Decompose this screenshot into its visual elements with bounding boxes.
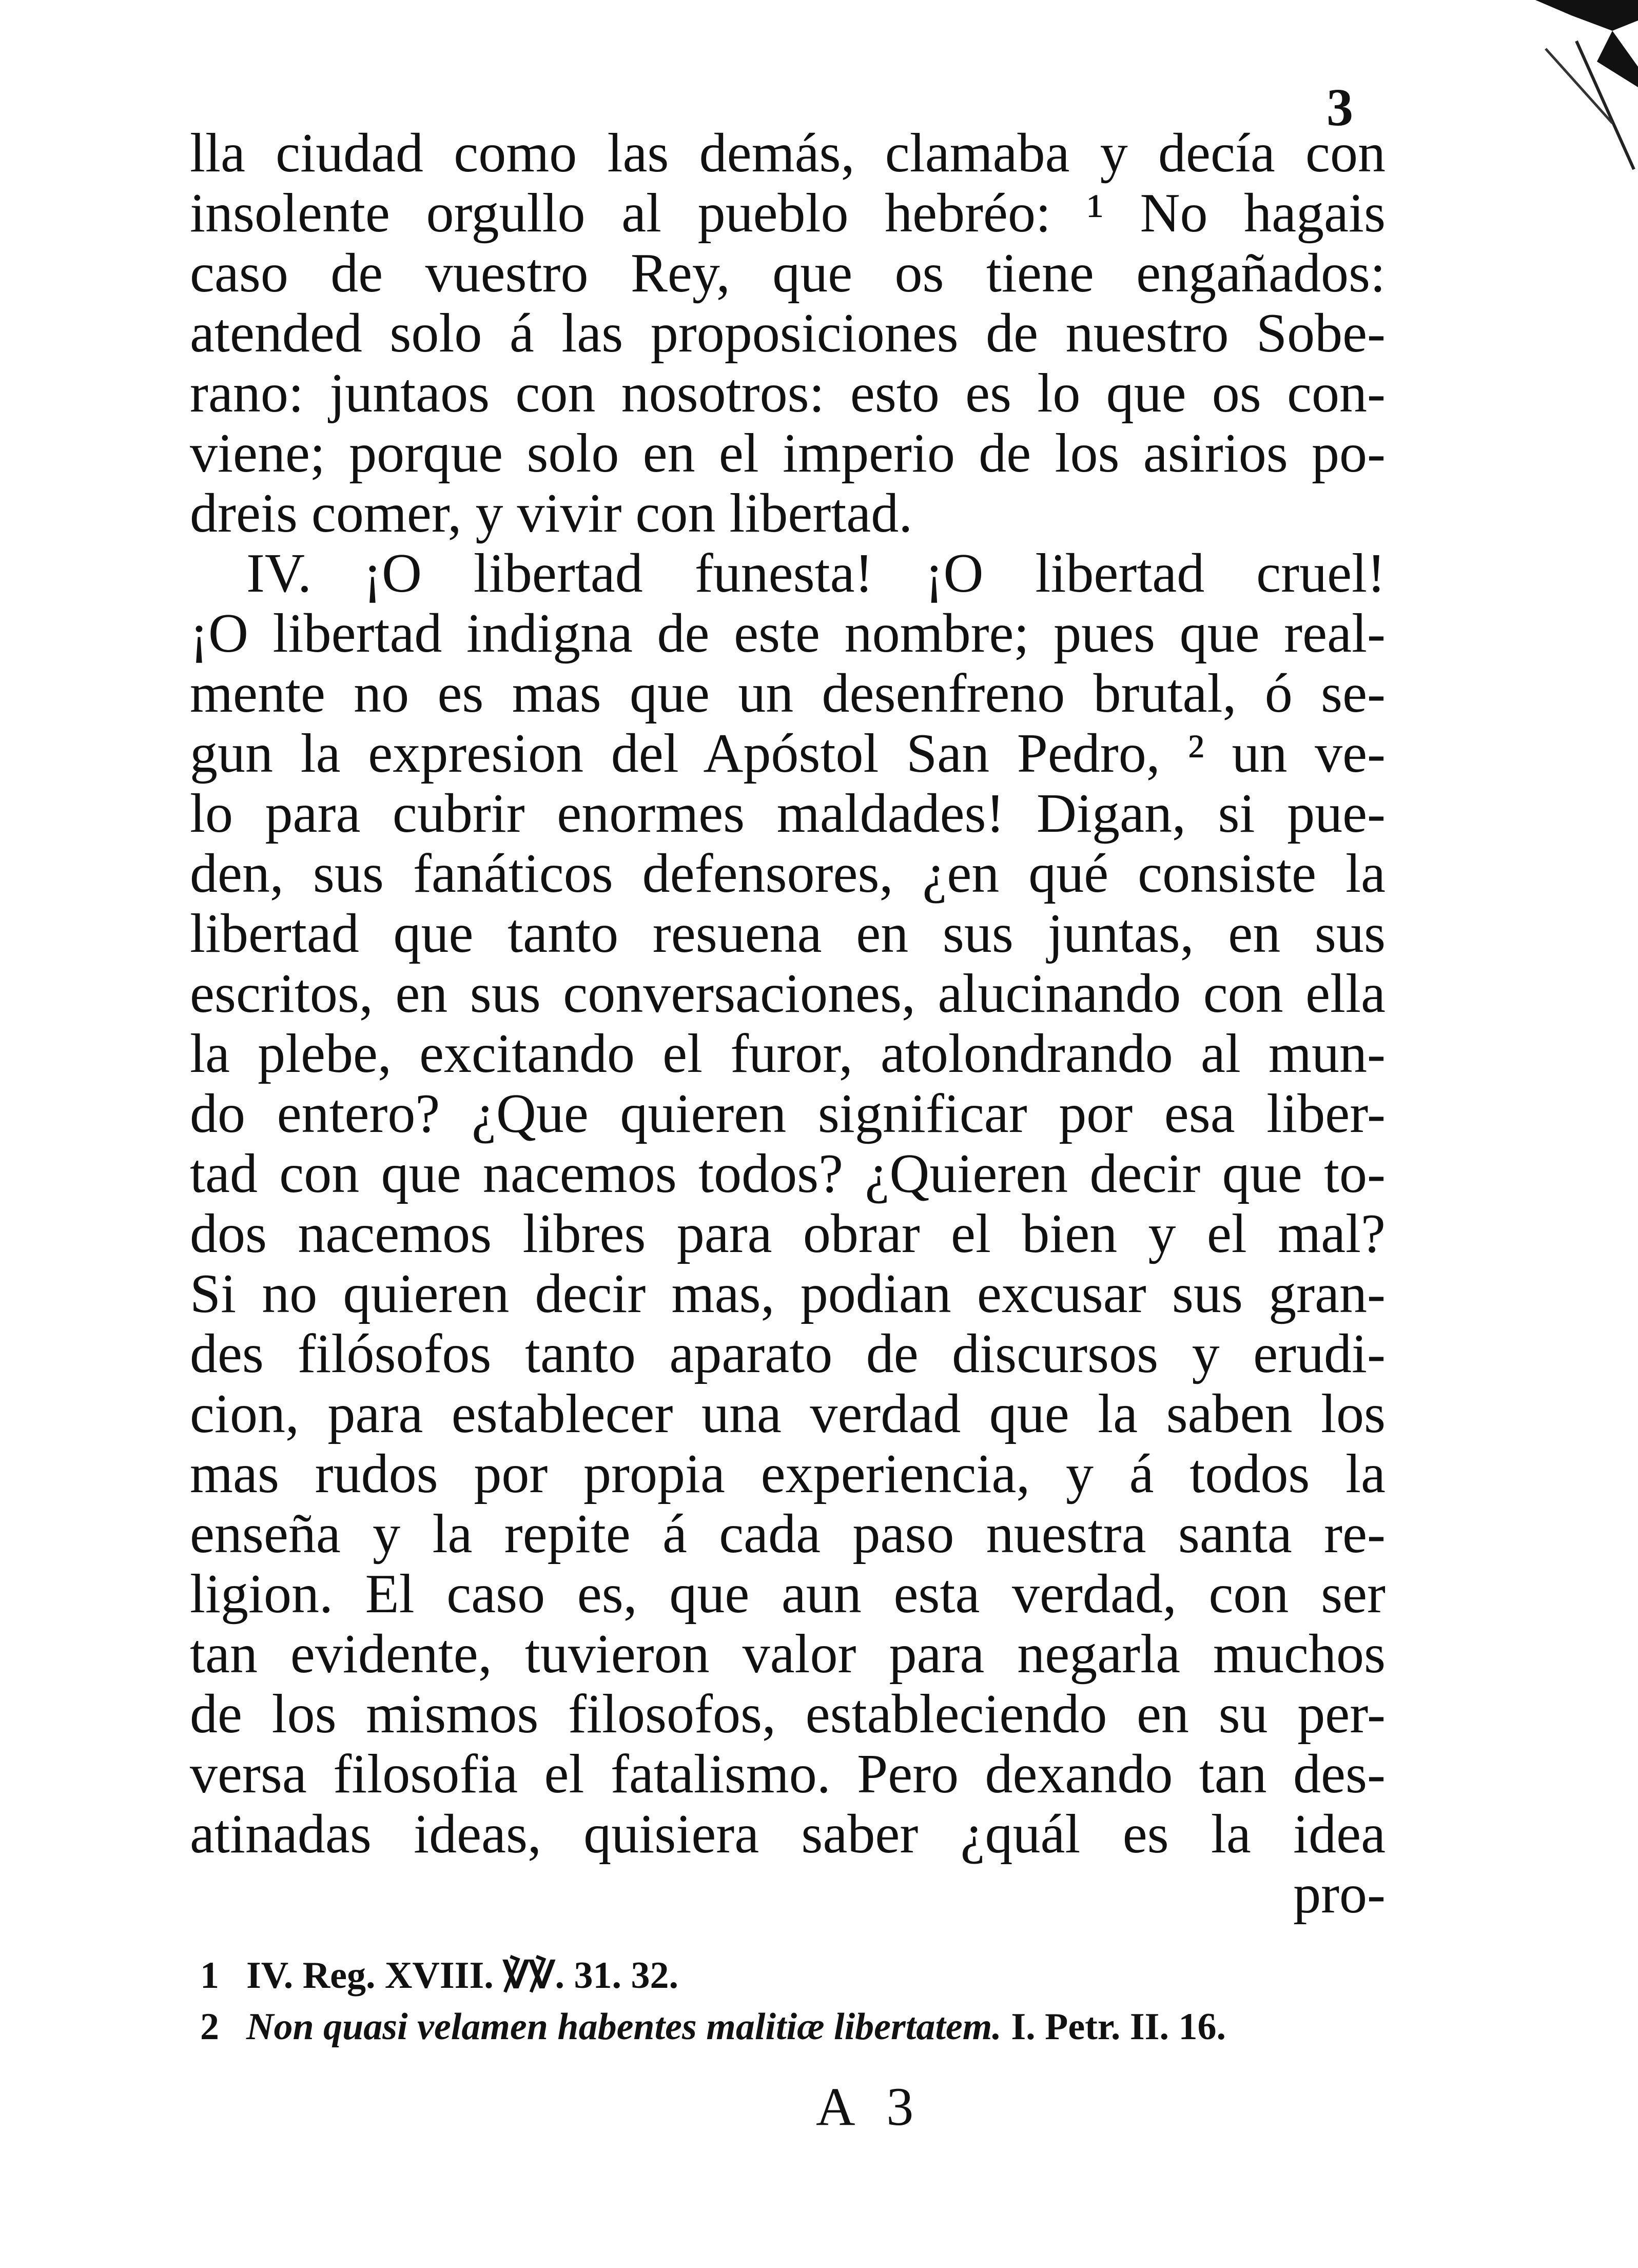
page-number: 3 — [1327, 78, 1353, 137]
text-line: de los mismos filosofos, estableciendo en su per- — [190, 1684, 1386, 1745]
signature-mark: A 3 — [816, 2077, 924, 2137]
footnote-1 — [200, 1950, 1380, 2001]
footnote-2 — [200, 2001, 1380, 2052]
text-line: lo para cubrir enormes maldades! Digan, si pue- — [190, 783, 1386, 844]
text-line: Si no quieren decir mas, podian excusar sus gran- — [190, 1263, 1386, 1324]
text-line: tad con que nacemos todos? ¿Quieren decir que to- — [190, 1143, 1386, 1204]
text-line: caso de vuestro Rey, que os tiene engañados: — [190, 243, 1386, 304]
text-line: enseña y la repite á cada paso nuestra santa re- — [190, 1503, 1386, 1565]
footnote-latin-quote: Non quasi velamen habentes malitiæ libertatem. — [246, 2006, 1002, 2048]
text-line: gun la expresion del Apóstol San Pedro, ² un ve- — [190, 723, 1386, 784]
text-line: insolente orgullo al pueblo hebréo: ¹ No hagais — [190, 183, 1386, 244]
text-line: atinadas ideas, quisiera saber ¿quál es la idea — [190, 1804, 1386, 1865]
text-line: ¡O libertad indigna de este nombre; pues que real- — [190, 603, 1386, 664]
text-line: rano: juntaos con nosotros: esto es lo que os con- — [190, 363, 1386, 424]
text-line: mas rudos por propia experiencia, y á todos la — [190, 1443, 1386, 1504]
footnote-number: 1 — [200, 1954, 219, 1997]
footnote-text: IV. Reg. XVIII. ℣℣. 31. 32. — [246, 1954, 679, 1997]
text-line: tan evidente, tuvieron valor para negarla muchos — [190, 1624, 1386, 1685]
text-line: lla ciudad como las demás, clamaba y decía con — [190, 123, 1386, 184]
text-line: des filósofos tanto aparato de discursos y erudi- — [190, 1323, 1386, 1384]
text-line: versa filosofia el fatalismo. Pero dexando tan des- — [190, 1744, 1386, 1805]
footnote-reference: I. Petr. II. 16. — [1011, 2006, 1226, 2048]
text-line: escritos, en sus conversaciones, alucinando con ella — [190, 963, 1386, 1024]
page-corner-mark — [1443, 0, 1638, 216]
text-line: mente no es mas que un desenfreno brutal, ó se- — [190, 663, 1386, 724]
text-line: libertad que tanto resuena en sus juntas, en sus — [190, 903, 1386, 964]
text-line: den, sus fanáticos defensores, ¿en qué consiste la — [190, 843, 1386, 904]
footnote-number: 2 — [200, 2006, 219, 2048]
text-line: ligion. El caso es, que aun esta verdad, con ser — [190, 1563, 1386, 1625]
text-line: atended solo á las proposiciones de nuestro Sobe- — [190, 303, 1386, 364]
text-line: do entero? ¿Que quieren significar por esa liber- — [190, 1083, 1386, 1144]
footnotes — [200, 1950, 1380, 2052]
text-line: dos nacemos libres para obrar el bien y el mal? — [190, 1203, 1386, 1264]
text-line: cion, para establecer una verdad que la saben los — [190, 1383, 1386, 1444]
paragraph-start-line: IV. ¡O libertad funesta! ¡O libertad cruel! — [246, 543, 1386, 604]
text-line: viene; porque solo en el imperio de los asirios po- — [190, 423, 1386, 484]
catchword-line: pro- — [1293, 1864, 1386, 1925]
text-line: la plebe, excitando el furor, atolondrando al mun- — [190, 1023, 1386, 1084]
body-text — [190, 123, 1386, 1924]
text-line: dreis comer, y vivir con libertad. — [190, 483, 913, 544]
